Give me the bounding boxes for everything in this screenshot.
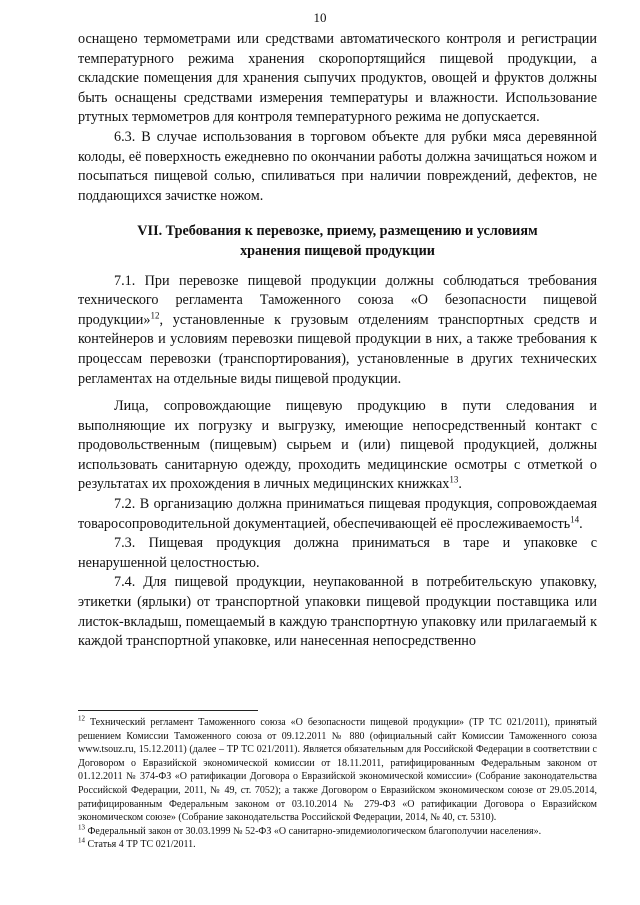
- footnote-13: [78, 825, 597, 839]
- paragraph-7-1-part2: , установленные к грузовым отделениям транспортных средств и контейнеров и условиям перевозки пищевой продукции в них, а также требования к процессам перевозки (транспортирования), установленные в других технических регламентах на отдельные виды пищевой продукции.: [78, 311, 597, 387]
- footnote-14: [78, 838, 597, 852]
- footnote-number: 12: [78, 714, 85, 723]
- section-heading-line-2: хранения пищевой продукции: [240, 242, 435, 259]
- footnote-ref-14[interactable]: 14: [570, 513, 580, 524]
- paragraph-persons-end: .: [458, 476, 462, 493]
- page-number: 10: [313, 10, 327, 25]
- paragraph-6-3: 6.3. В случае использования в торговом объекте для рубки мяса деревянной колоды, её поверхность ежедневно по окончании работы должна зачищаться ножом и посыпаться пищевой солью, спиливаться при наличии повреждений, дефектов, не поддающихся зачистке ножом.: [78, 128, 597, 204]
- paragraph-7-1: [78, 272, 597, 390]
- paragraph-7-2-end: .: [579, 515, 583, 532]
- footnote-ref-13[interactable]: 13: [449, 474, 459, 485]
- paragraph-7-2: [78, 495, 597, 534]
- footnote-12: [78, 716, 597, 825]
- paragraph-7-4: 7.4. Для пищевой продукции, неупакованной в потребительскую упаковку, этикетки (ярлыки) от транспортной упаковки пищевой продукции поставщика или листок-вкладыш, помещаемый в каждую транспортную упаковку или прилагаемый к каждой транспортной упаковке, или нанесенная непосредственно: [78, 574, 597, 650]
- footnote-number: 14: [78, 837, 85, 846]
- section-heading-line-1: VII. Требования к перевозке, приему, размещению и условиям: [137, 223, 538, 240]
- section-heading: [78, 222, 597, 261]
- paragraph-persons-text: Лица, сопровождающие пищевую продукцию в пути следования и выполняющие их погрузку и выгрузку, имеющие непосредственный контакт с продовольственным (пищевым) сырьем и (или) пищевой продукцией, должны использовать санитарную одежду, проходить медицинские осмотры с отметкой о результатах их прохождения в личных медицинских книжках: [78, 398, 597, 493]
- paragraph-7-3: 7.3. Пищевая продукция должна приниматься в таре и упаковке с ненарушенной целостностью.: [78, 535, 597, 571]
- footnote-text: Технический регламент Таможенного союза «О безопасности пищевой продукции» (ТР ТС 021/2011), принятый решением Комиссии Таможенного союза от 09.12.2011 № 880 (официальный сайт Комиссии Таможенного союза www.tsouz.ru, 15.12.2011) (далее – ТР ТС 021/2011). Является обязательным для Российской Федерации в соответствии с Договором о Евразийской экономической комиссии от 18.11.2011, ратифицированным Федеральным законом от 01.12.2011 № 374-ФЗ «О ратификации Договора о Евразийской экономической комиссии» (Собрание законодательства Российской Федерации, 2011, № 49, ст. 7052); а также Договором о Евразийском экономическом союзе от 29.05.2014, ратифицированным Федеральным законом от 03.10.2014 № 279-ФЗ «О ратификации Договора о Евразийском экономическом союзе» (Собрание законодательства Российской Федерации, 2014, № 40, ст. 5310).: [78, 717, 597, 824]
- paragraph-continuation: оснащено термометрами или средствами автоматического контроля и регистрации температурного режима хранения скоропортящийся пищевой продукции, а складские помещения для хранения сыпучих продуктов, овощей и фруктов должны быть оснащены средствами измерения температуры и влажности. Использование ртутных термометров для контроля температурного режима не допускается.: [78, 31, 597, 126]
- paragraph-7-2-text: 7.2. В организацию должна приниматься пищевая продукция, сопровождаемая товаросопроводительной документацией, обеспечивающей её прослеживаемость: [78, 496, 597, 532]
- footnote-separator: [78, 710, 258, 711]
- footnote-ref-12[interactable]: 12: [150, 309, 160, 320]
- paragraph-persons: [78, 397, 597, 495]
- body-text: [78, 30, 597, 652]
- footnotes: [78, 716, 597, 852]
- footnote-text: Федеральный закон от 30.03.1999 № 52-ФЗ «О санитарно-эпидемиологическом благополучии населения».: [85, 825, 542, 837]
- footnote-text: Статья 4 ТР ТС 021/2011.: [85, 839, 196, 851]
- paragraph-7-1-part1: 7.1. При перевозке пищевой продукции должны соблюдаться требования технического регламента Таможенного союза «О безопасности пищевой продукции»: [78, 272, 597, 328]
- footnote-number: 13: [78, 823, 85, 832]
